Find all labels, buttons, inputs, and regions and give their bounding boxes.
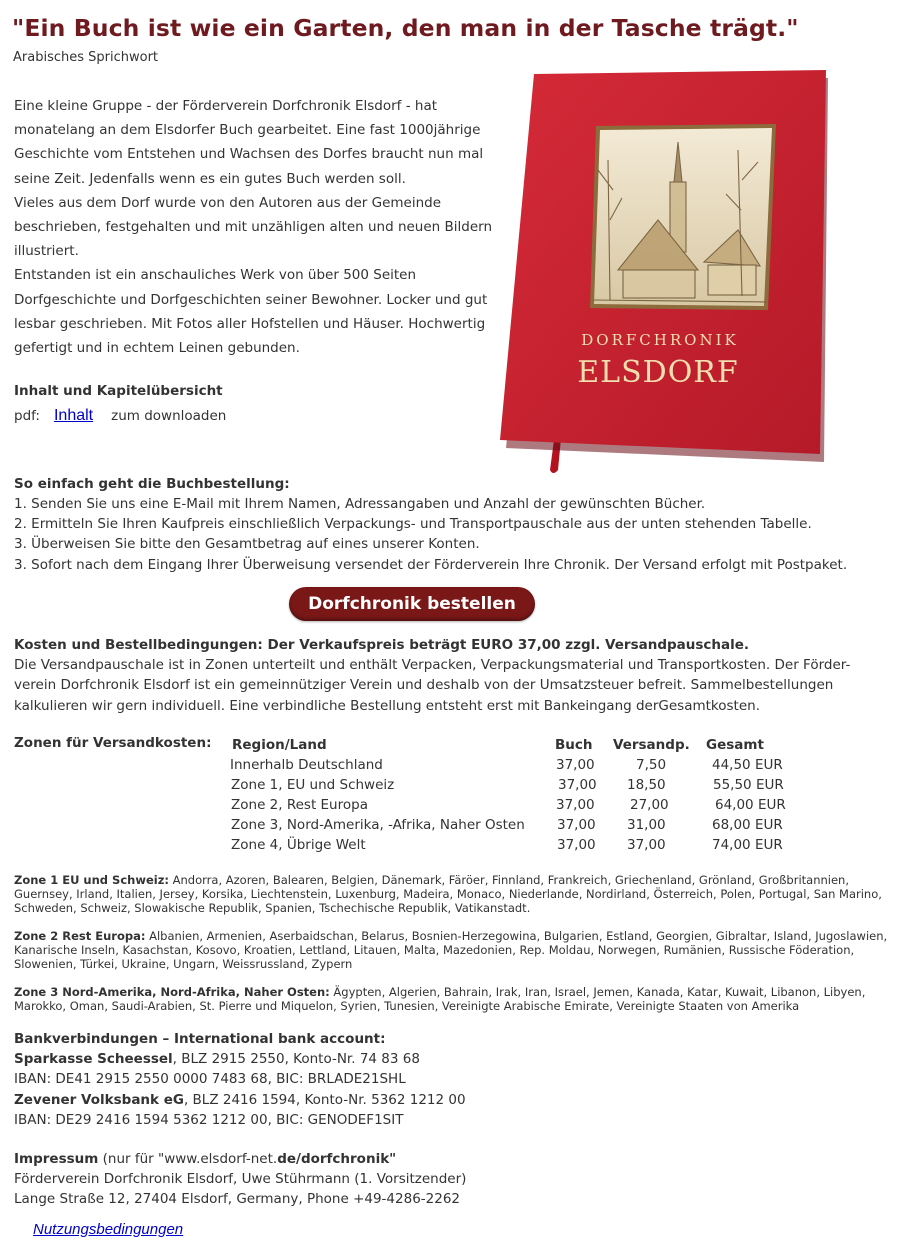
table-cell-buch: 37,00 (557, 837, 596, 853)
impressum-note: (nur für "www.elsdorf-net. (98, 1151, 278, 1167)
book-subtitle: DORFCHRONIK (581, 331, 739, 349)
zones-label: Zonen für Versandkosten: (14, 735, 212, 751)
bank1-iban: IBAN: DE41 2915 2550 0000 7483 68, BIC: BRLADE21SHL (14, 1071, 406, 1088)
intro-paragraph: Vieles aus dem Dorf wurde von den Autoren aus der Gemeinde beschrieben, festgehalten und mit unzähligen alten und neuen Bildern illustriert. (14, 194, 493, 260)
zone-detail-1 (14, 873, 898, 915)
terms-link[interactable]: Nutzungsbedingungen (33, 1221, 184, 1238)
table-cell-gesamt: 64,00 EUR (715, 797, 786, 813)
costs-line: Die Versandpauschale ist in Zonen unterteilt und enthält Verpacken, Verpackungsmaterial und Transportkosten. Der Förder- (14, 657, 851, 674)
bank-heading: Bankverbindungen – International bank account: (14, 1031, 386, 1047)
zone-detail-title: Zone 3 Nord-Amerika, Nord-Afrika, Naher Osten: (14, 985, 330, 999)
intro-text (14, 94, 514, 360)
table-cell-gesamt: 44,50 EUR (712, 757, 783, 773)
bank2-details: , BLZ 2416 1594, Konto-Nr. 5362 1212 00 (183, 1091, 466, 1108)
order-step: 2. Ermitteln Sie Ihren Kaufpreis einschließlich Verpackungs- und Transportpauschale aus der unten stehenden Tabelle. (14, 516, 812, 533)
table-cell-region: Zone 1, EU und Schweiz (231, 777, 395, 793)
table-cell-versand: 31,00 (627, 817, 666, 833)
costs-line: verein Dorfchronik Elsdorf ist ein gemeinnütziger Verein und deshalb von der Umsatzsteuer befreit. Sammelbestellungen (14, 677, 834, 694)
order-step: 1. Senden Sie uns eine E-Mail mit Ihrem Namen, Adressangaben und Anzahl der gewünschten Bücher. (14, 496, 706, 512)
costs-section (14, 635, 900, 716)
table-cell-buch: 37,00 (556, 757, 595, 773)
zone-detail-3 (14, 985, 898, 1013)
intro-paragraph: Eine kleine Gruppe - der Förderverein Dorfchronik Elsdorf - hat monatelang an dem Elsdorfer Buch gearbeitet. Eine fast 1000jährige Geschichte vom Entstehen und Wachsen des Dorfes braucht nun mal seine Zeit. Jedenfalls wenn es ein gutes Buch werden soll. (14, 98, 484, 187)
bank-section (14, 1029, 466, 1130)
impressum-note-bold: de/dorfchronik" (277, 1151, 397, 1167)
zone-detail-2 (14, 929, 898, 971)
bank1-details: , BLZ 2915 2550, Konto-Nr. 74 83 68 (172, 1051, 420, 1068)
quote-source: Arabisches Sprichwort (13, 50, 159, 65)
zone-detail-text: Andorra, Azoren, Balearen, Belgien, Dänemark, Färöer, Finnland, Frankreich, Griechenland, Grönland, Großbritannien, Guernsey, Irland, Italien, Jersey, Korsika, Liechtenstein, Luxenburg, Madeira, Monaco, Niederlande, Nordirland, Österreich, Polen, Portugal, San Marino, Schweden, Schweiz, Slowakische Republik, Spanien, Tschechische Republik, Vatikanstadt. (14, 873, 882, 915)
order-step: 3. Sofort nach dem Eingang Ihrer Überweisung versendet der Förderverein Ihre Chronik. Der Versand erfolgt mit Postpaket. (14, 556, 848, 573)
toc-download-line (14, 407, 226, 425)
table-cell-gesamt: 74,00 EUR (712, 837, 783, 853)
toc-pdf-link[interactable]: Inhalt (53, 407, 94, 424)
table-cell-region: Zone 2, Rest Europa (231, 797, 368, 813)
table-cell-region: Zone 4, Übrige Welt (231, 837, 366, 853)
impressum-heading: Impressum (14, 1151, 99, 1167)
order-button[interactable]: Dorfchronik bestellen (289, 587, 535, 621)
zone-detail-text: Albanien, Armenien, Aserbaidschan, Belarus, Bosnien-Herzegowina, Bulgarien, Estland, Georgien, Gibraltar, Island, Jugoslawien, Kanarische Inseln, Kasachstan, Kosovo, Kroatien, Lettland, Litauen, Malta, Mazedonien, Rep. Moldau, Norwegen, Rumänien, Russische Föderation, Slowenien, Türkei, Ukraine, Ungarn, Weissrussland, Zypern (14, 929, 888, 971)
col-header-gesamt: Gesamt (706, 737, 764, 753)
table-cell-buch: 37,00 (558, 777, 597, 793)
impressum-section (14, 1149, 466, 1210)
table-cell-versand: 27,00 (630, 797, 669, 813)
toc-prefix: pdf: (14, 408, 40, 424)
toc-suffix: zum downloaden (111, 408, 227, 424)
col-header-versand: Versandp. (613, 737, 690, 753)
order-heading: So einfach geht die Buchbestellung: (14, 476, 290, 492)
zone-detail-text: Ägypten, Algerien, Bahrain, Irak, Iran, Israel, Jemen, Kanada, Katar, Kuwait, Libanon, Libyen, Marokko, Oman, Saudi-Arabien, St. Pierre und Miquelon, Syrien, Tunesien, Vereinigte Arabische Emirate, Vereinigte Staaten von Amerika (14, 985, 866, 1013)
col-header-region: Region/Land (232, 737, 327, 753)
page-title: "Ein Buch ist wie ein Garten, den man in der Tasche trägt." (12, 14, 799, 42)
table-cell-gesamt: 55,50 EUR (713, 777, 784, 793)
impressum-line: Lange Straße 12, 27404 Elsdorf, Germany, Phone +49-4286-2262 (14, 1191, 461, 1208)
toc-heading: Inhalt und Kapitelübersicht (14, 383, 223, 399)
table-cell-region: Zone 3, Nord-Amerika, -Afrika, Naher Osten (231, 817, 525, 833)
book-cover-image (498, 70, 838, 480)
table-cell-versand: 7,50 (636, 757, 667, 773)
zone-detail-title: Zone 2 Rest Europa: (14, 929, 146, 943)
col-header-buch: Buch (555, 737, 593, 753)
costs-line: kalkulieren wir gern individuell. Eine verbindliche Bestellung entsteht erst mit Bankeingang derGesamtkosten. (14, 697, 761, 714)
book-title: ELSDORF (577, 355, 739, 390)
bank1-name: Sparkasse Scheessel (14, 1051, 173, 1068)
costs-heading: Kosten und Bestellbedingungen: Der Verkaufspreis beträgt EURO 37,00 zzgl. Versandpauschale. (14, 637, 750, 653)
table-cell-versand: 37,00 (627, 837, 666, 853)
order-step: 3. Überweisen Sie bitte den Gesamtbetrag auf eines unserer Konten. (14, 536, 480, 553)
table-cell-versand: 18,50 (627, 777, 666, 793)
zone-detail-title: Zone 1 EU und Schweiz: (14, 873, 169, 887)
order-steps (14, 494, 900, 575)
table-cell-region: Innerhalb Deutschland (230, 757, 383, 773)
bank2-name: Zevener Volksbank eG (14, 1091, 184, 1108)
bank2-iban: IBAN: DE29 2416 1594 5362 1212 00, BIC: GENODEF1SIT (14, 1111, 404, 1128)
table-cell-gesamt: 68,00 EUR (712, 817, 783, 833)
intro-paragraph: Entstanden ist ein anschauliches Werk von über 500 Seiten Dorfgeschichte und Dorfgeschichten seiner Bewohner. Locker und gut lesbar geschrieben. Mit Fotos aller Hofstellen und Häuser. Hochwertig gefertigt und in echtem Leinen gebunden. (14, 267, 488, 357)
table-cell-buch: 37,00 (556, 797, 595, 813)
impressum-line: Förderverein Dorfchronik Elsdorf, Uwe Stührmann (1. Vorsitzender) (14, 1171, 467, 1188)
table-cell-buch: 37,00 (557, 817, 596, 833)
